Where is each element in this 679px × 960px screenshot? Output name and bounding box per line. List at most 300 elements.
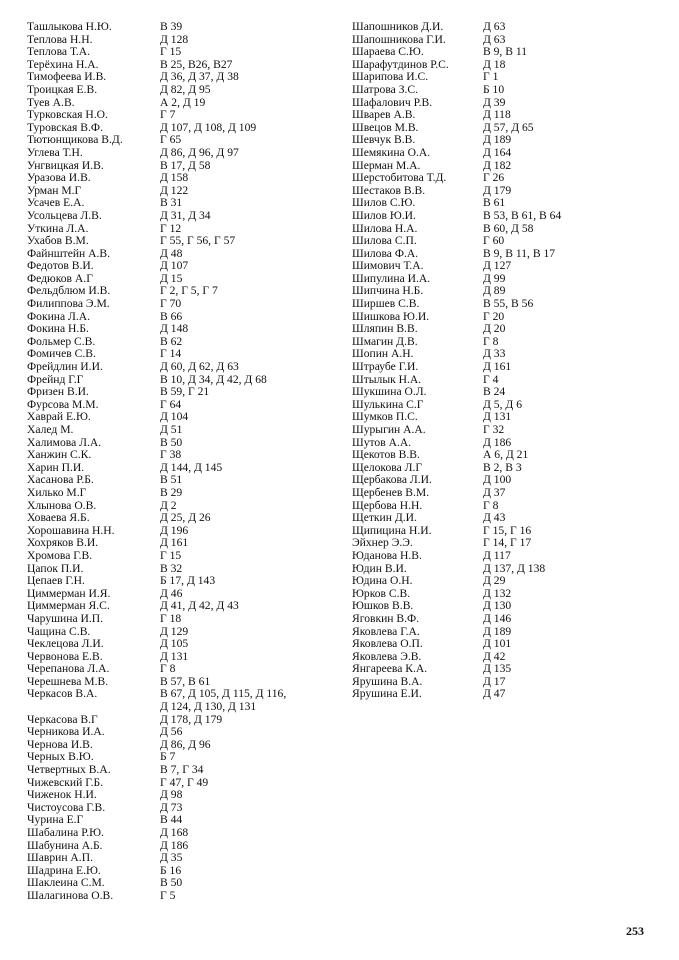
author-name: Шарипова И.С. — [352, 70, 429, 84]
author-name: Черкасов В.А. — [27, 687, 98, 701]
author-name: Фризен В.И. — [27, 385, 89, 399]
author-name: Филиппова Э.М. — [27, 297, 110, 311]
author-name: Щербова Н.Н. — [352, 498, 423, 512]
author-name: Щекотов В.В. — [352, 448, 420, 462]
reference-codes: В 9, В 11, В 17 — [483, 246, 556, 260]
reference-codes: Д 63 — [483, 20, 506, 33]
author-name: Шараева С.Ю. — [352, 45, 424, 59]
reference-codes: Г 8 — [483, 334, 499, 348]
index-entry — [27, 726, 327, 739]
author-name: Хромова Г.В. — [27, 548, 93, 562]
reference-codes: Г 18 — [160, 611, 182, 625]
reference-codes: Д 117 — [483, 548, 511, 562]
reference-codes: В 66 — [160, 309, 183, 323]
reference-codes: Д 132 — [483, 586, 512, 600]
reference-codes: Д 168 — [160, 826, 189, 839]
index-entry — [27, 386, 327, 399]
reference-codes: Б 10 — [483, 82, 505, 96]
reference-codes: Д 101 — [483, 637, 512, 651]
author-name: Уразова И.В. — [27, 171, 91, 185]
author-name: Чарушина И.П. — [27, 611, 104, 625]
index-entry — [27, 613, 327, 626]
index-entry — [27, 688, 327, 713]
page-number: 253 — [626, 924, 644, 938]
index-entry — [27, 512, 327, 525]
author-name: Шерман М.А. — [352, 158, 421, 172]
author-name: Циммерман Я.С. — [27, 599, 110, 613]
reference-codes: Д 161 — [160, 536, 189, 550]
index-entry — [27, 147, 327, 160]
reference-codes: Д 122 — [160, 183, 189, 197]
author-name: Шалагинова О.В. — [27, 888, 114, 902]
index-entry — [352, 298, 662, 311]
reference-codes: Д 82, Д 95 — [160, 82, 211, 96]
author-name: Шипулина И.А. — [352, 271, 431, 285]
reference-codes: Д 148 — [160, 322, 189, 336]
reference-codes: Г 38 — [160, 448, 182, 462]
reference-codes: Д 36, Д 37, Д 38 — [160, 70, 239, 84]
reference-codes: В 55, В 56 — [483, 297, 534, 311]
author-name: Уткина Л.А. — [27, 221, 89, 235]
reference-codes: Д 182 — [483, 158, 512, 172]
reference-codes: Д 60, Д 62, Д 63 — [160, 360, 239, 374]
author-name: Шапошникова Г.И. — [352, 32, 446, 46]
author-name: Теплова Н.Н. — [27, 32, 93, 46]
reference-codes: Д 105 — [160, 637, 189, 651]
author-name: Штраубе Г.И. — [352, 360, 419, 374]
author-name: Шишкова Ю.И. — [352, 309, 430, 323]
reference-codes: Д 47 — [483, 687, 506, 701]
author-name: Хорошавина Н.Н. — [27, 523, 115, 537]
author-name: Шаклеина С.М. — [27, 876, 105, 890]
reference-codes: Г 70 — [160, 297, 182, 311]
author-name: Циммерман И.Я. — [27, 586, 111, 600]
reference-codes: Г 60 — [483, 234, 505, 248]
reference-codes: Д 20 — [483, 322, 506, 336]
author-name: Шафалович Р.В. — [352, 95, 433, 109]
reference-codes: Д 86, Д 96 — [160, 737, 211, 751]
author-name: Хлынова О.В. — [27, 498, 97, 512]
reference-codes: Г 7 — [160, 108, 176, 122]
author-name: Чеклецова Л.И. — [27, 637, 104, 651]
author-name: Усачев Е.А. — [27, 196, 85, 210]
reference-codes: Д 129 — [160, 624, 189, 638]
author-name: Федюков А.Г — [27, 271, 93, 285]
author-name: Юдин В.И. — [352, 561, 407, 575]
author-name: Швецов М.В. — [352, 120, 419, 134]
author-name: Щербенев В.М. — [352, 485, 430, 499]
author-name: Шулькина С.Г — [352, 397, 424, 411]
author-name: Шмагин Д.В. — [352, 334, 418, 348]
author-name: Фурсова М.М. — [27, 397, 99, 411]
reference-codes: Д 57, Д 65 — [483, 120, 534, 134]
reference-codes: Д 137, Д 138 — [483, 561, 546, 575]
author-name: Чурина Е.Г — [27, 813, 84, 827]
reference-codes: В 59, Г 21 — [160, 385, 210, 399]
index-entry — [27, 84, 327, 97]
index-entry — [27, 46, 327, 59]
author-name: Шилов С.Ю. — [352, 196, 416, 210]
reference-codes: Д 98 — [160, 788, 183, 802]
author-name: Шляпин В.В. — [352, 322, 418, 336]
index-entry — [352, 21, 662, 34]
author-name: Шопин А.Н. — [352, 347, 414, 361]
reference-codes: Г 64 — [160, 397, 182, 411]
index-entry — [352, 688, 662, 701]
reference-codes: Д 41, Д 42, Д 43 — [160, 599, 239, 613]
author-name: Шевчук В.В. — [352, 133, 416, 147]
index-entry — [27, 21, 327, 34]
reference-codes: В 51 — [160, 473, 183, 487]
author-name: Шилов Ю.И. — [352, 208, 416, 222]
reference-codes: Г 15 — [160, 45, 182, 59]
index-entry — [27, 109, 327, 122]
index-entry — [352, 613, 662, 626]
reference-codes: Д 189 — [483, 133, 512, 147]
reference-codes: Д 186 — [483, 435, 512, 449]
author-name: Фокина Л.А. — [27, 309, 91, 323]
author-name: Чиженок Н.И. — [27, 788, 97, 802]
author-name: Шумков П.С. — [352, 410, 418, 424]
author-name: Чащина С.В. — [27, 624, 91, 638]
author-name: Щелокова Л.Г — [352, 460, 423, 474]
reference-codes: Г 14, Г 17 — [483, 536, 532, 550]
index-entry — [27, 550, 327, 563]
index-column-right — [352, 21, 662, 701]
author-name: Хилько М.Г — [27, 485, 87, 499]
author-name: Червонова Е.В. — [27, 649, 103, 663]
author-name: Щеткин Д.И. — [352, 511, 417, 525]
author-name: Щипицина Н.И. — [352, 523, 432, 537]
author-name: Шапошников Д.И. — [352, 20, 444, 33]
reference-codes: В 50 — [160, 876, 183, 890]
reference-codes: Г 20 — [483, 309, 505, 323]
reference-codes: Д 128 — [160, 32, 189, 46]
author-name: Шилова Ф.А. — [352, 246, 419, 260]
index-entry — [27, 890, 327, 903]
author-name: Шурыгин А.А. — [352, 423, 426, 436]
index-entry — [27, 424, 327, 437]
reference-codes: В 50 — [160, 435, 183, 449]
reference-codes: Г 2, Г 5, Г 7 — [160, 284, 218, 298]
index-entry — [352, 46, 662, 59]
reference-codes: Д 56 — [160, 725, 183, 739]
author-name: Шабалина Р.Ю. — [27, 826, 104, 839]
index-entry — [27, 210, 327, 223]
reference-codes: Д 161 — [483, 360, 512, 374]
reference-codes: В 7, Г 34 — [160, 763, 204, 777]
author-name: Юрков С.В. — [352, 586, 411, 600]
reference-codes: Д 15 — [160, 271, 183, 285]
reference-codes: Д 5, Д 6 — [483, 397, 523, 411]
author-name: Эйхнер Э.Э. — [352, 536, 413, 550]
reference-codes: Д 35 — [160, 851, 183, 865]
reference-codes: Д 196 — [160, 523, 189, 537]
reference-codes: Д 18 — [483, 57, 506, 71]
reference-codes: Д 131 — [160, 649, 189, 663]
author-name: Юданова Н.В. — [352, 548, 422, 562]
author-name: Фокина Н.Б. — [27, 322, 89, 336]
reference-codes: Д 186 — [160, 838, 189, 852]
author-name: Юдина О.Н. — [352, 574, 413, 588]
index-entry — [352, 487, 662, 500]
reference-codes: Г 5 — [160, 888, 176, 902]
author-name: Цапок П.И. — [27, 561, 84, 575]
index-entry — [27, 487, 327, 500]
reference-codes: Д 31, Д 34 — [160, 208, 211, 222]
author-name: Яковлева Г.А. — [352, 624, 420, 638]
reference-codes: В 53, В 61, В 64 — [483, 208, 562, 222]
author-name: Яковлева О.П. — [352, 637, 423, 651]
reference-codes: Д 46 — [160, 586, 183, 600]
author-name: Шаврин А.П. — [27, 851, 93, 865]
author-name: Углева Т.Н. — [27, 145, 83, 159]
reference-codes: В 39 — [160, 20, 183, 33]
author-name: Троицкая Е.В. — [27, 82, 98, 96]
reference-codes: В 62 — [160, 334, 183, 348]
reference-codes: В 57, В 61 — [160, 674, 211, 688]
reference-codes: Д 2 — [160, 498, 177, 512]
author-name: Фрейнд Г.Г — [27, 372, 84, 386]
author-name: Ховаева Я.Б. — [27, 511, 90, 525]
author-name: Халимова Л.А. — [27, 435, 102, 449]
reference-codes: Б 16 — [160, 863, 182, 877]
reference-codes: В 24 — [483, 385, 506, 399]
index-entry — [27, 323, 327, 336]
author-name: Тютюнщикова В.Д. — [27, 133, 123, 147]
reference-codes: Г 15 — [160, 548, 182, 562]
author-name: Хаврай Е.Ю. — [27, 410, 91, 424]
author-name: Шукшина О.Л. — [352, 385, 427, 399]
index-entry — [352, 550, 662, 563]
index-entry — [352, 260, 662, 273]
author-name: Яговкин В.Ф. — [352, 611, 420, 625]
author-name: Шипчина Н.Б. — [352, 284, 424, 298]
author-name: Цепаев Г.Н. — [27, 574, 85, 588]
author-name: Урман М.Г — [27, 183, 82, 197]
author-name: Теплова Т.А. — [27, 45, 91, 59]
author-name: Турковская Н.О. — [27, 108, 108, 122]
author-name: Тимофеева И.В. — [27, 70, 107, 84]
author-name: Ханжин С.К. — [27, 448, 92, 462]
reference-codes: Д 25, Д 26 — [160, 511, 211, 525]
reference-codes: Д 158 — [160, 171, 189, 185]
author-name: Юшков В.В. — [352, 599, 414, 613]
reference-codes: Д 51 — [160, 423, 183, 436]
reference-codes: Д 118 — [483, 108, 511, 122]
index-entry — [27, 638, 327, 651]
reference-codes: А 6, Д 21 — [483, 448, 529, 462]
index-entry — [27, 298, 327, 311]
index-entry — [352, 386, 662, 399]
author-name: Фомичев С.В. — [27, 347, 96, 361]
author-name: Туровская В.Ф. — [27, 120, 103, 134]
author-name: Шатрова З.С. — [352, 82, 419, 96]
reference-codes: А 2, Д 19 — [160, 95, 206, 109]
reference-codes: В 9, В 11 — [483, 45, 528, 59]
reference-codes: В 60, Д 58 — [483, 221, 534, 235]
reference-codes: Д 29 — [483, 574, 506, 588]
author-name: Шадрина Е.Ю. — [27, 863, 101, 877]
reference-codes: Д 73 — [160, 800, 183, 814]
index-entry — [352, 575, 662, 588]
reference-codes: Г 65 — [160, 133, 182, 147]
author-name: Шабунина А.Б. — [27, 838, 103, 852]
reference-codes: Г 15, Г 16 — [483, 523, 532, 537]
author-name: Федотов В.И. — [27, 259, 94, 273]
author-name: Штылык Н.А. — [352, 372, 422, 386]
reference-codes: Г 4 — [483, 372, 499, 386]
author-name: Янгареева К.А. — [352, 662, 428, 676]
reference-codes: Г 14 — [160, 347, 182, 361]
author-name: Хохряков В.И. — [27, 536, 99, 550]
reference-codes: Д 146 — [483, 611, 512, 625]
reference-codes: Д 127 — [483, 259, 512, 273]
reference-codes: Д 131 — [483, 410, 512, 424]
reference-codes: В 2, В 3 — [483, 460, 522, 474]
index-entry — [27, 827, 327, 840]
index-entry — [352, 147, 662, 160]
reference-codes: Г 32 — [483, 423, 505, 436]
author-name: Харин П.И. — [27, 460, 85, 474]
index-entry — [27, 361, 327, 374]
reference-codes: Г 8 — [160, 662, 176, 676]
index-column-left — [27, 21, 327, 903]
author-name: Чернова И.В. — [27, 737, 93, 751]
reference-codes: Д 100 — [483, 473, 512, 487]
reference-codes: Б 7 — [160, 750, 176, 764]
index-entry — [27, 852, 327, 865]
index-entry — [27, 260, 327, 273]
author-name: Шварев А.В. — [352, 108, 416, 122]
reference-codes: В 32 — [160, 561, 183, 575]
reference-codes: Д 43 — [483, 511, 506, 525]
reference-codes: В 10, Д 34, Д 42, Д 68 — [160, 372, 267, 386]
author-name: Черешнева М.В. — [27, 674, 109, 688]
reference-codes: Д 179 — [483, 183, 512, 197]
reference-codes: Д 107, Д 108, Д 109 — [160, 120, 257, 134]
author-name: Ширшев С.В. — [352, 297, 420, 311]
reference-codes: Д 99 — [483, 271, 506, 285]
author-name: Ташлыкова Н.Ю. — [27, 20, 112, 33]
author-name: Файнштейн А.В. — [27, 246, 111, 260]
author-name: Терёхина Н.А. — [27, 57, 99, 71]
index-entry — [352, 84, 662, 97]
author-name: Черкасова В.Г — [27, 712, 98, 726]
index-entry — [352, 210, 662, 223]
author-name: Фельдблюм И.В. — [27, 284, 111, 298]
author-name: Туев А.В. — [27, 95, 75, 109]
index-entry — [27, 575, 327, 588]
reference-codes: Д 48 — [160, 246, 183, 260]
author-name: Шимович Т.А. — [352, 259, 424, 273]
reference-codes: В 61 — [483, 196, 506, 210]
author-name: Шерстобитова Т.Д. — [352, 171, 447, 185]
reference-codes: В 67, Д 105, Д 115, Д 116, Д 124, Д 130, Д 131 — [160, 687, 287, 714]
author-name: Чистоусова Г.В. — [27, 800, 106, 814]
author-name: Халед М. — [27, 423, 74, 436]
author-name: Шарафутдинов Р.С. — [352, 57, 449, 71]
reference-codes: Д 144, Д 145 — [160, 460, 223, 474]
index-entry — [352, 172, 662, 185]
author-name: Яковлева Э.В. — [352, 649, 422, 663]
author-name: Фольмер С.В. — [27, 334, 96, 348]
author-name: Шутов А.А. — [352, 435, 412, 449]
index-entry — [352, 361, 662, 374]
reference-codes: Д 104 — [160, 410, 189, 424]
reference-codes: В 17, Д 58 — [160, 158, 211, 172]
index-entry — [352, 449, 662, 462]
index-entry — [352, 109, 662, 122]
reference-codes: Г 47, Г 49 — [160, 775, 209, 789]
author-name: Щербакова Л.И. — [352, 473, 432, 487]
reference-codes: Д 107 — [160, 259, 189, 273]
reference-codes: Д 37 — [483, 485, 506, 499]
index-entry — [352, 638, 662, 651]
author-name: Фрейдлин И.И. — [27, 360, 103, 374]
reference-codes: Г 55, Г 56, Г 57 — [160, 234, 236, 248]
reference-codes: Д 42 — [483, 649, 506, 663]
index-entry — [27, 764, 327, 777]
reference-codes: Д 130 — [483, 599, 512, 613]
author-name: Шестаков В.В. — [352, 183, 426, 197]
reference-codes: Д 39 — [483, 95, 506, 109]
reference-codes: Д 189 — [483, 624, 512, 638]
reference-codes: Д 17 — [483, 674, 506, 688]
reference-codes: В 31 — [160, 196, 183, 210]
reference-codes: В 25, В26, В27 — [160, 57, 233, 71]
reference-codes: Д 164 — [483, 145, 512, 159]
reference-codes: Б 17, Д 143 — [160, 574, 216, 588]
index-entry — [352, 424, 662, 437]
author-name: Шилова Н.А. — [352, 221, 418, 235]
author-name: Черных В.Ю. — [27, 750, 94, 764]
reference-codes: Г 1 — [483, 70, 499, 84]
author-name: Черникова И.А. — [27, 725, 105, 739]
reference-codes: В 29 — [160, 485, 183, 499]
reference-codes: Д 33 — [483, 347, 506, 361]
author-name: Шемякина О.А. — [352, 145, 431, 159]
author-name: Унгвицкая И.В. — [27, 158, 104, 172]
index-entry — [27, 663, 327, 676]
author-name: Четвертных В.А. — [27, 763, 111, 777]
reference-codes: Д 135 — [483, 662, 512, 676]
reference-codes: Д 178, Д 179 — [160, 712, 223, 726]
author-name: Черепанова Л.А. — [27, 662, 110, 676]
author-name: Хасанова Р.Б. — [27, 473, 94, 487]
reference-codes: Д 63 — [483, 32, 506, 46]
author-name: Шилова С.П. — [352, 234, 417, 248]
author-name: Усольцева Л.В. — [27, 208, 102, 222]
reference-codes: Г 26 — [483, 171, 505, 185]
index-entry — [352, 663, 662, 676]
reference-codes: Г 8 — [483, 498, 499, 512]
author-name: Ухабов В.М. — [27, 234, 89, 248]
reference-codes: Д 89 — [483, 284, 506, 298]
reference-codes: Д 86, Д 96, Д 97 — [160, 145, 239, 159]
author-name: Чижевский Г.Б. — [27, 775, 104, 789]
index-entry — [352, 323, 662, 336]
author-name: Ярушина Е.И. — [352, 687, 422, 701]
index-entry — [27, 449, 327, 462]
reference-codes: Г 12 — [160, 221, 182, 235]
index-entry — [27, 789, 327, 802]
index-entry — [352, 235, 662, 248]
author-name: Ярушина В.А. — [352, 674, 423, 688]
index-entry — [27, 235, 327, 248]
index-entry — [352, 512, 662, 525]
index-entry — [27, 172, 327, 185]
